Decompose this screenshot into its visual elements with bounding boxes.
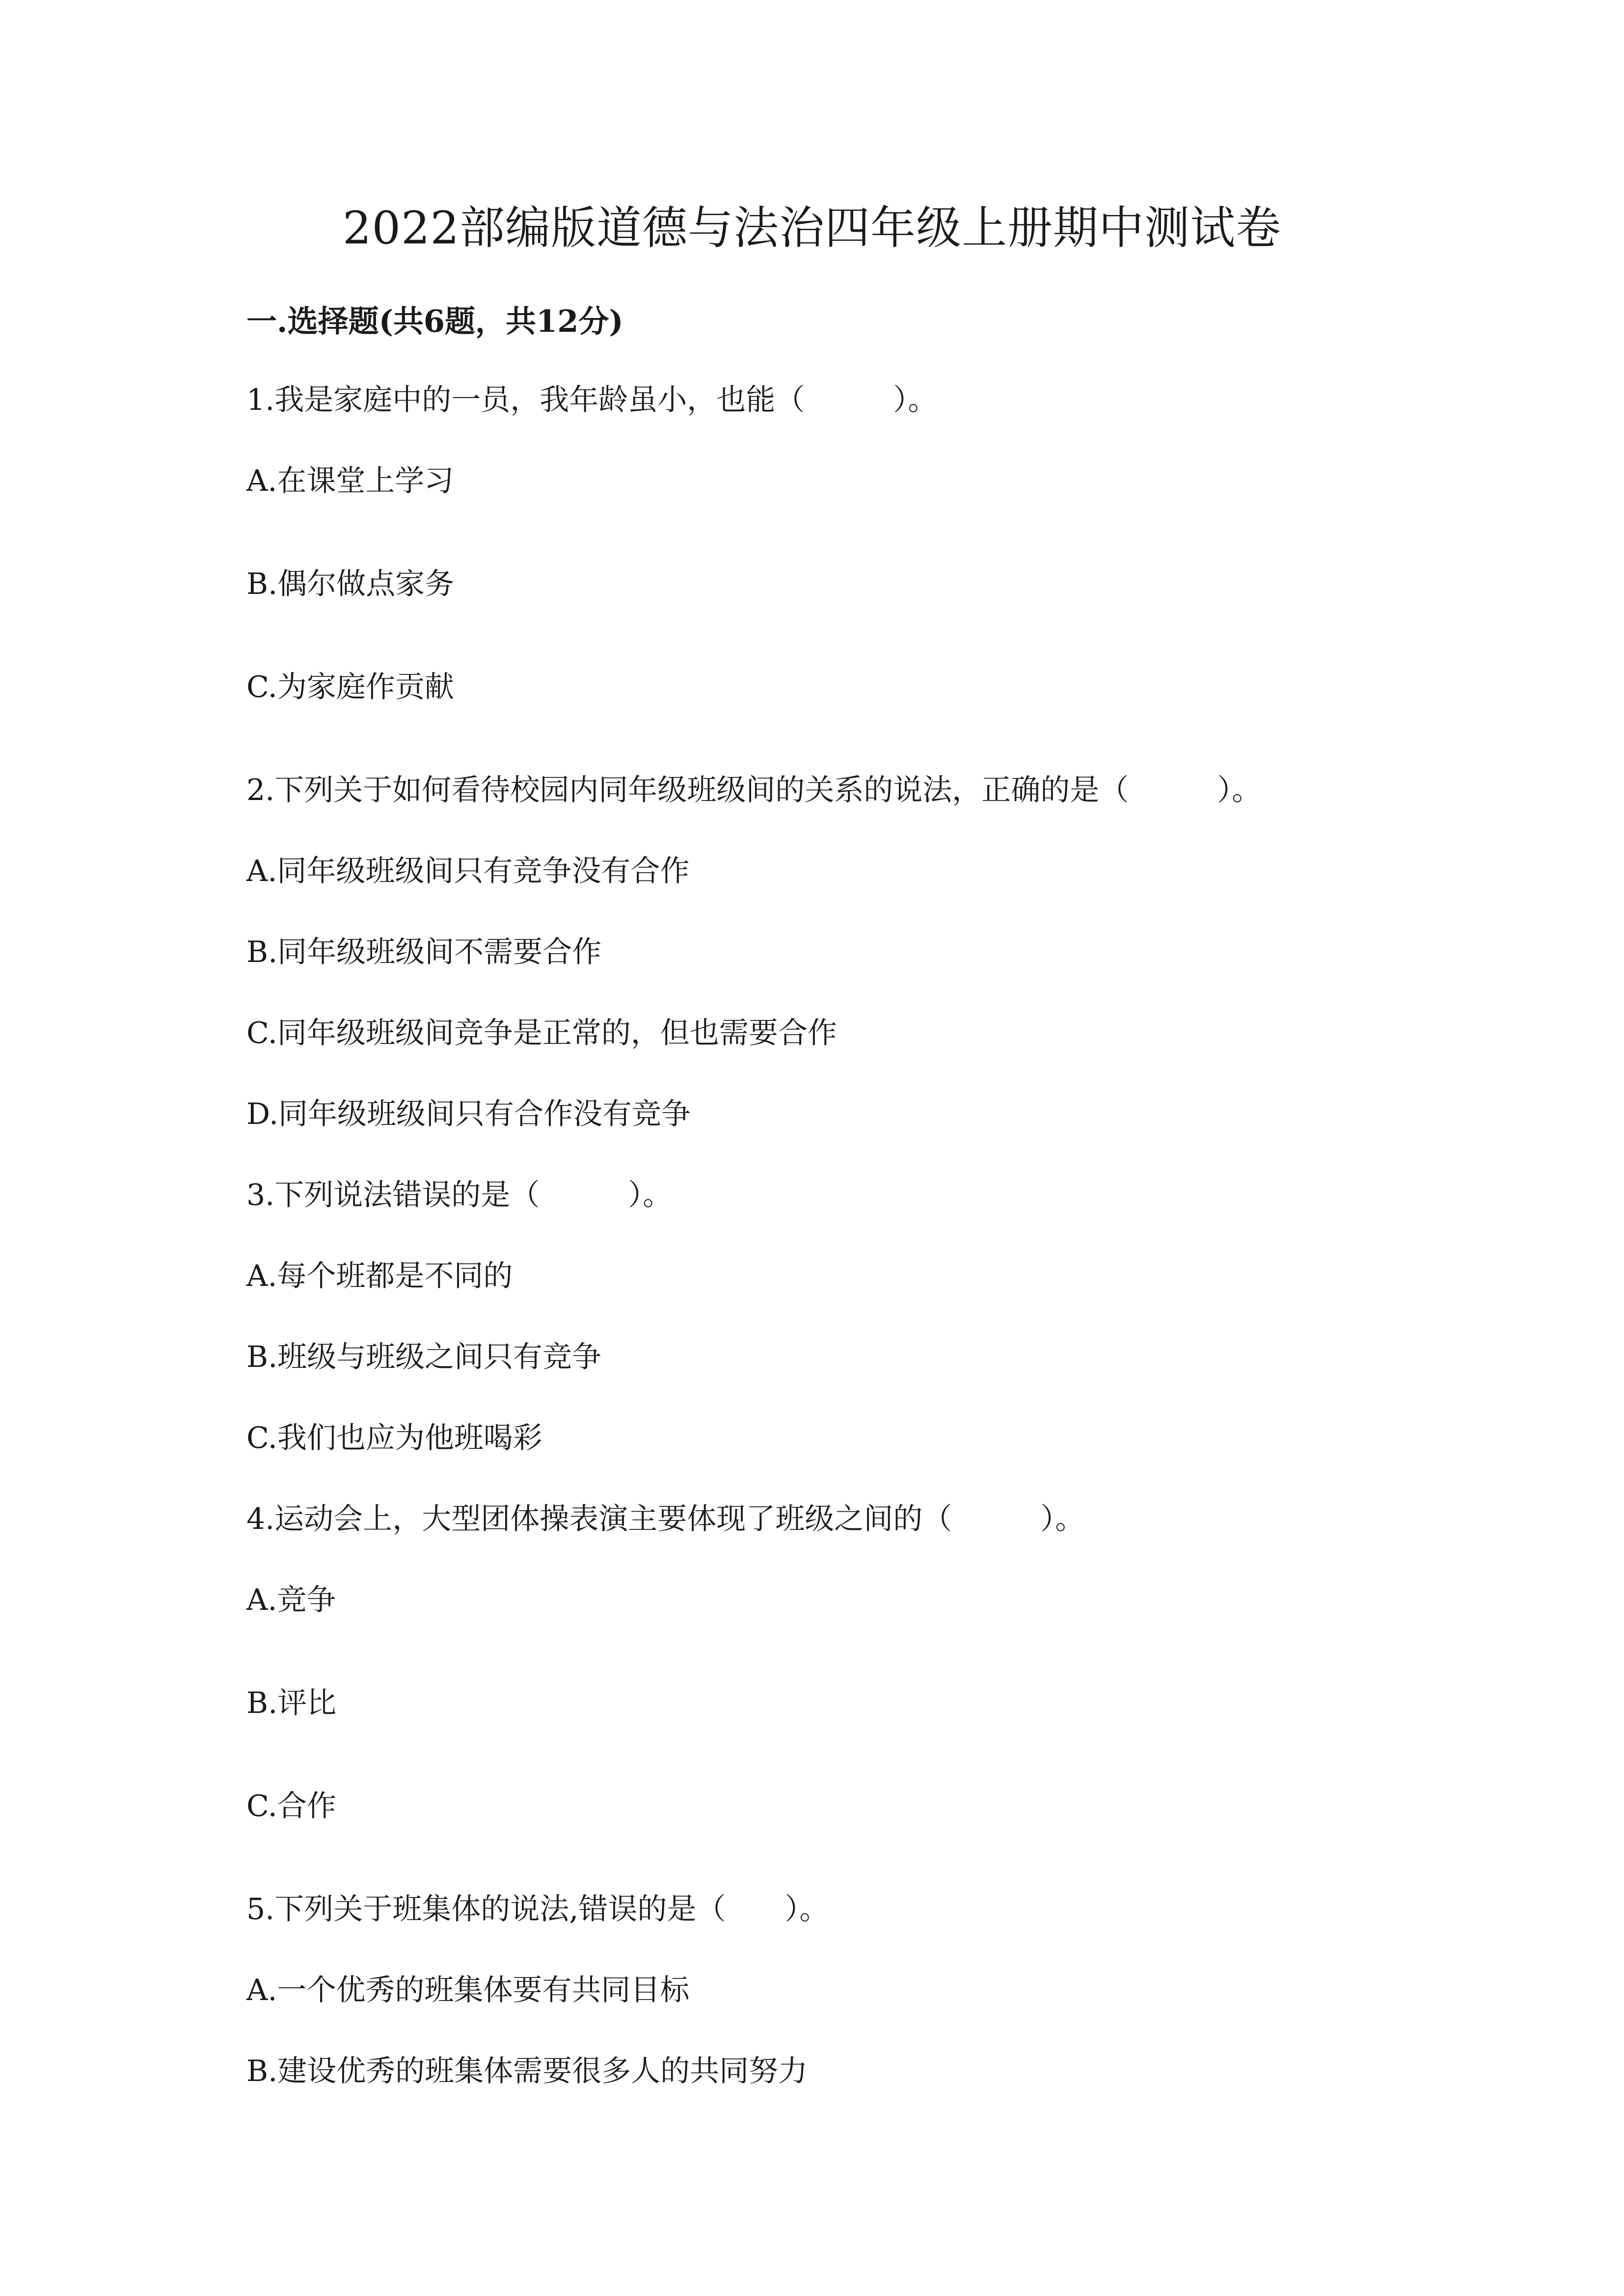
question-1-option-b: B.偶尔做点家务 <box>246 567 455 601</box>
question-5-option-a: A.一个优秀的班集体要有共同目标 <box>246 1973 690 2007</box>
question-2-option-c: C.同年级班级间竞争是正常的，但也需要合作 <box>246 1016 837 1050</box>
question-5-option-b: B.建设优秀的班集体需要很多人的共同努力 <box>246 2054 808 2088</box>
question-5-stem: 5.下列关于班集体的说法,错误的是（ ）。 <box>246 1892 829 1926</box>
question-3-option-b: B.班级与班级之间只有竞争 <box>246 1340 602 1374</box>
question-1-stem: 1.我是家庭中的一员，我年龄虽小，也能（ ）。 <box>246 383 938 417</box>
question-1-option-a: A.在课堂上学习 <box>246 464 454 498</box>
question-2-option-d: D.同年级班级间只有合作没有竞争 <box>246 1097 691 1131</box>
question-4-stem: 4.运动会上，大型团体操表演主要体现了班级之间的（ ）。 <box>246 1502 1085 1536</box>
question-3-option-a: A.每个班都是不同的 <box>246 1259 513 1293</box>
question-4-option-a: A.竞争 <box>246 1583 336 1617</box>
question-2-option-a: A.同年级班级间只有竞争没有合作 <box>246 854 690 888</box>
section-heading: 一.选择题(共6题，共12分) <box>246 303 623 339</box>
page-title: 2022部编版道德与法治四年级上册期中测试卷 <box>342 202 1282 254</box>
question-3-option-c: C.我们也应为他班喝彩 <box>246 1421 542 1455</box>
question-4-option-b: B.评比 <box>246 1686 337 1720</box>
question-1-option-c: C.为家庭作贡献 <box>246 670 454 704</box>
question-2-option-b: B.同年级班级间不需要合作 <box>246 935 602 969</box>
question-3-stem: 3.下列说法错误的是（ ）。 <box>246 1178 673 1212</box>
question-4-option-c: C.合作 <box>246 1789 336 1823</box>
question-2-stem: 2.下列关于如何看待校园内同年级班级间的关系的说法，正确的是（ ）。 <box>246 773 1262 807</box>
